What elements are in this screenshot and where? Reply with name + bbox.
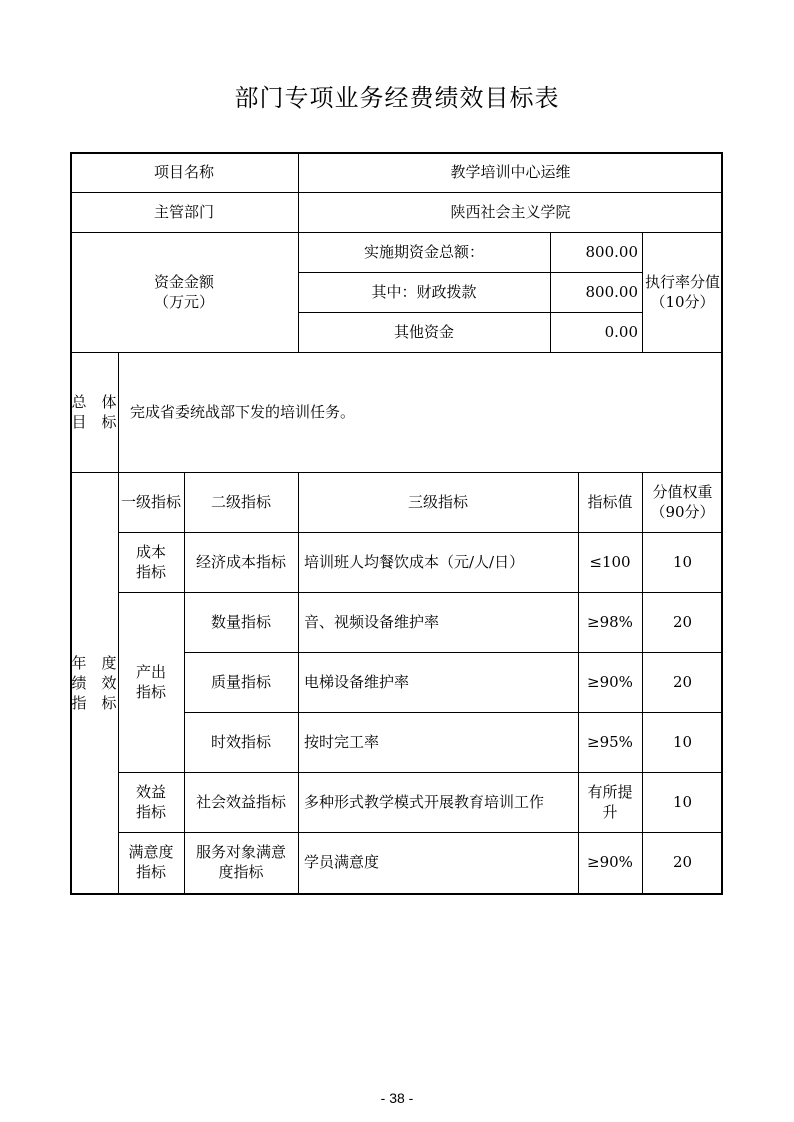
total-funds-label: 实施期资金总额： <box>363 243 484 261</box>
level2-cell: 数量指标 <box>210 613 271 631</box>
fiscal-funds-label: 其中：财政拨款 <box>371 283 477 301</box>
level3-cell: 学员满意度 <box>304 853 380 871</box>
weight-cell: 20 <box>672 613 693 631</box>
level2-cell: 时效指标 <box>210 733 271 751</box>
level1-output: 产出指标 <box>135 663 166 701</box>
performance-table <box>70 152 723 894</box>
department-label: 主管部门 <box>153 203 214 221</box>
level1-cost: 成本指标 <box>135 543 166 581</box>
level3-cell: 音、视频设备维护率 <box>304 613 440 631</box>
weight-cell: 20 <box>672 673 693 691</box>
exec-rate-label: 执行率分值（10分） <box>645 273 721 311</box>
level2-cell: 经济成本指标 <box>195 553 286 571</box>
value-cell: ≥90% <box>587 673 633 691</box>
value-cell: ≥90% <box>587 853 633 871</box>
level1-benefit: 效益指标 <box>135 783 166 821</box>
level3-cell: 按时完工率 <box>304 733 380 751</box>
level3-cell: 多种形式教学模式开展教育培训工作 <box>304 793 545 811</box>
header-level1: 一级指标 <box>120 493 181 511</box>
annual-label-line3: 指 标 <box>71 694 117 712</box>
fiscal-funds-value: 800.00 <box>585 283 638 301</box>
level2-cell: 社会效益指标 <box>195 793 286 811</box>
annual-label-line1: 年 度 <box>71 654 117 672</box>
overall-goal-label <box>70 352 118 472</box>
header-weight: 分值权重（90分） <box>650 483 715 521</box>
header-value: 指标值 <box>587 493 633 511</box>
weight-cell: 10 <box>672 733 693 751</box>
level2-cell: 服务对象满意度指标 <box>195 843 286 881</box>
overall-goal-label-line1: 总 体 <box>71 393 117 411</box>
level3-cell: 培训班人均餐饮成本（元/人/日） <box>304 553 525 571</box>
other-funds-label: 其他资金 <box>393 323 454 341</box>
header-level2: 二级指标 <box>210 493 271 511</box>
overall-goal-label-line2: 目 标 <box>71 413 117 431</box>
funds-label: 资金金额 （万元） <box>153 273 214 311</box>
annual-indicators-label <box>70 472 118 894</box>
value-cell: 有所提升 <box>587 783 633 821</box>
project-name-value: 教学培训中心运维 <box>450 163 571 181</box>
weight-cell: 10 <box>672 793 693 811</box>
page-number: - 38 - <box>380 1090 414 1106</box>
value-cell: ≤100 <box>589 553 631 571</box>
level3-cell: 电梯设备维护率 <box>304 673 410 691</box>
weight-cell: 20 <box>672 853 693 871</box>
page-title: 部门专项业务经费绩效目标表 <box>234 84 560 112</box>
header-level3: 三级指标 <box>407 493 468 511</box>
department-value: 陕西社会主义学院 <box>450 203 571 221</box>
weight-cell: 10 <box>672 553 693 571</box>
total-funds-value: 800.00 <box>585 243 638 261</box>
value-cell: ≥98% <box>587 613 633 631</box>
level2-cell: 质量指标 <box>210 673 271 691</box>
other-funds-value: 0.00 <box>604 323 638 341</box>
project-name-label: 项目名称 <box>153 163 214 181</box>
value-cell: ≥95% <box>587 733 633 751</box>
overall-goal-text: 完成省委统战部下发的培训任务。 <box>130 403 356 421</box>
level1-satisfaction: 满意度指标 <box>128 843 174 881</box>
annual-label-line2: 绩 效 <box>71 674 117 692</box>
